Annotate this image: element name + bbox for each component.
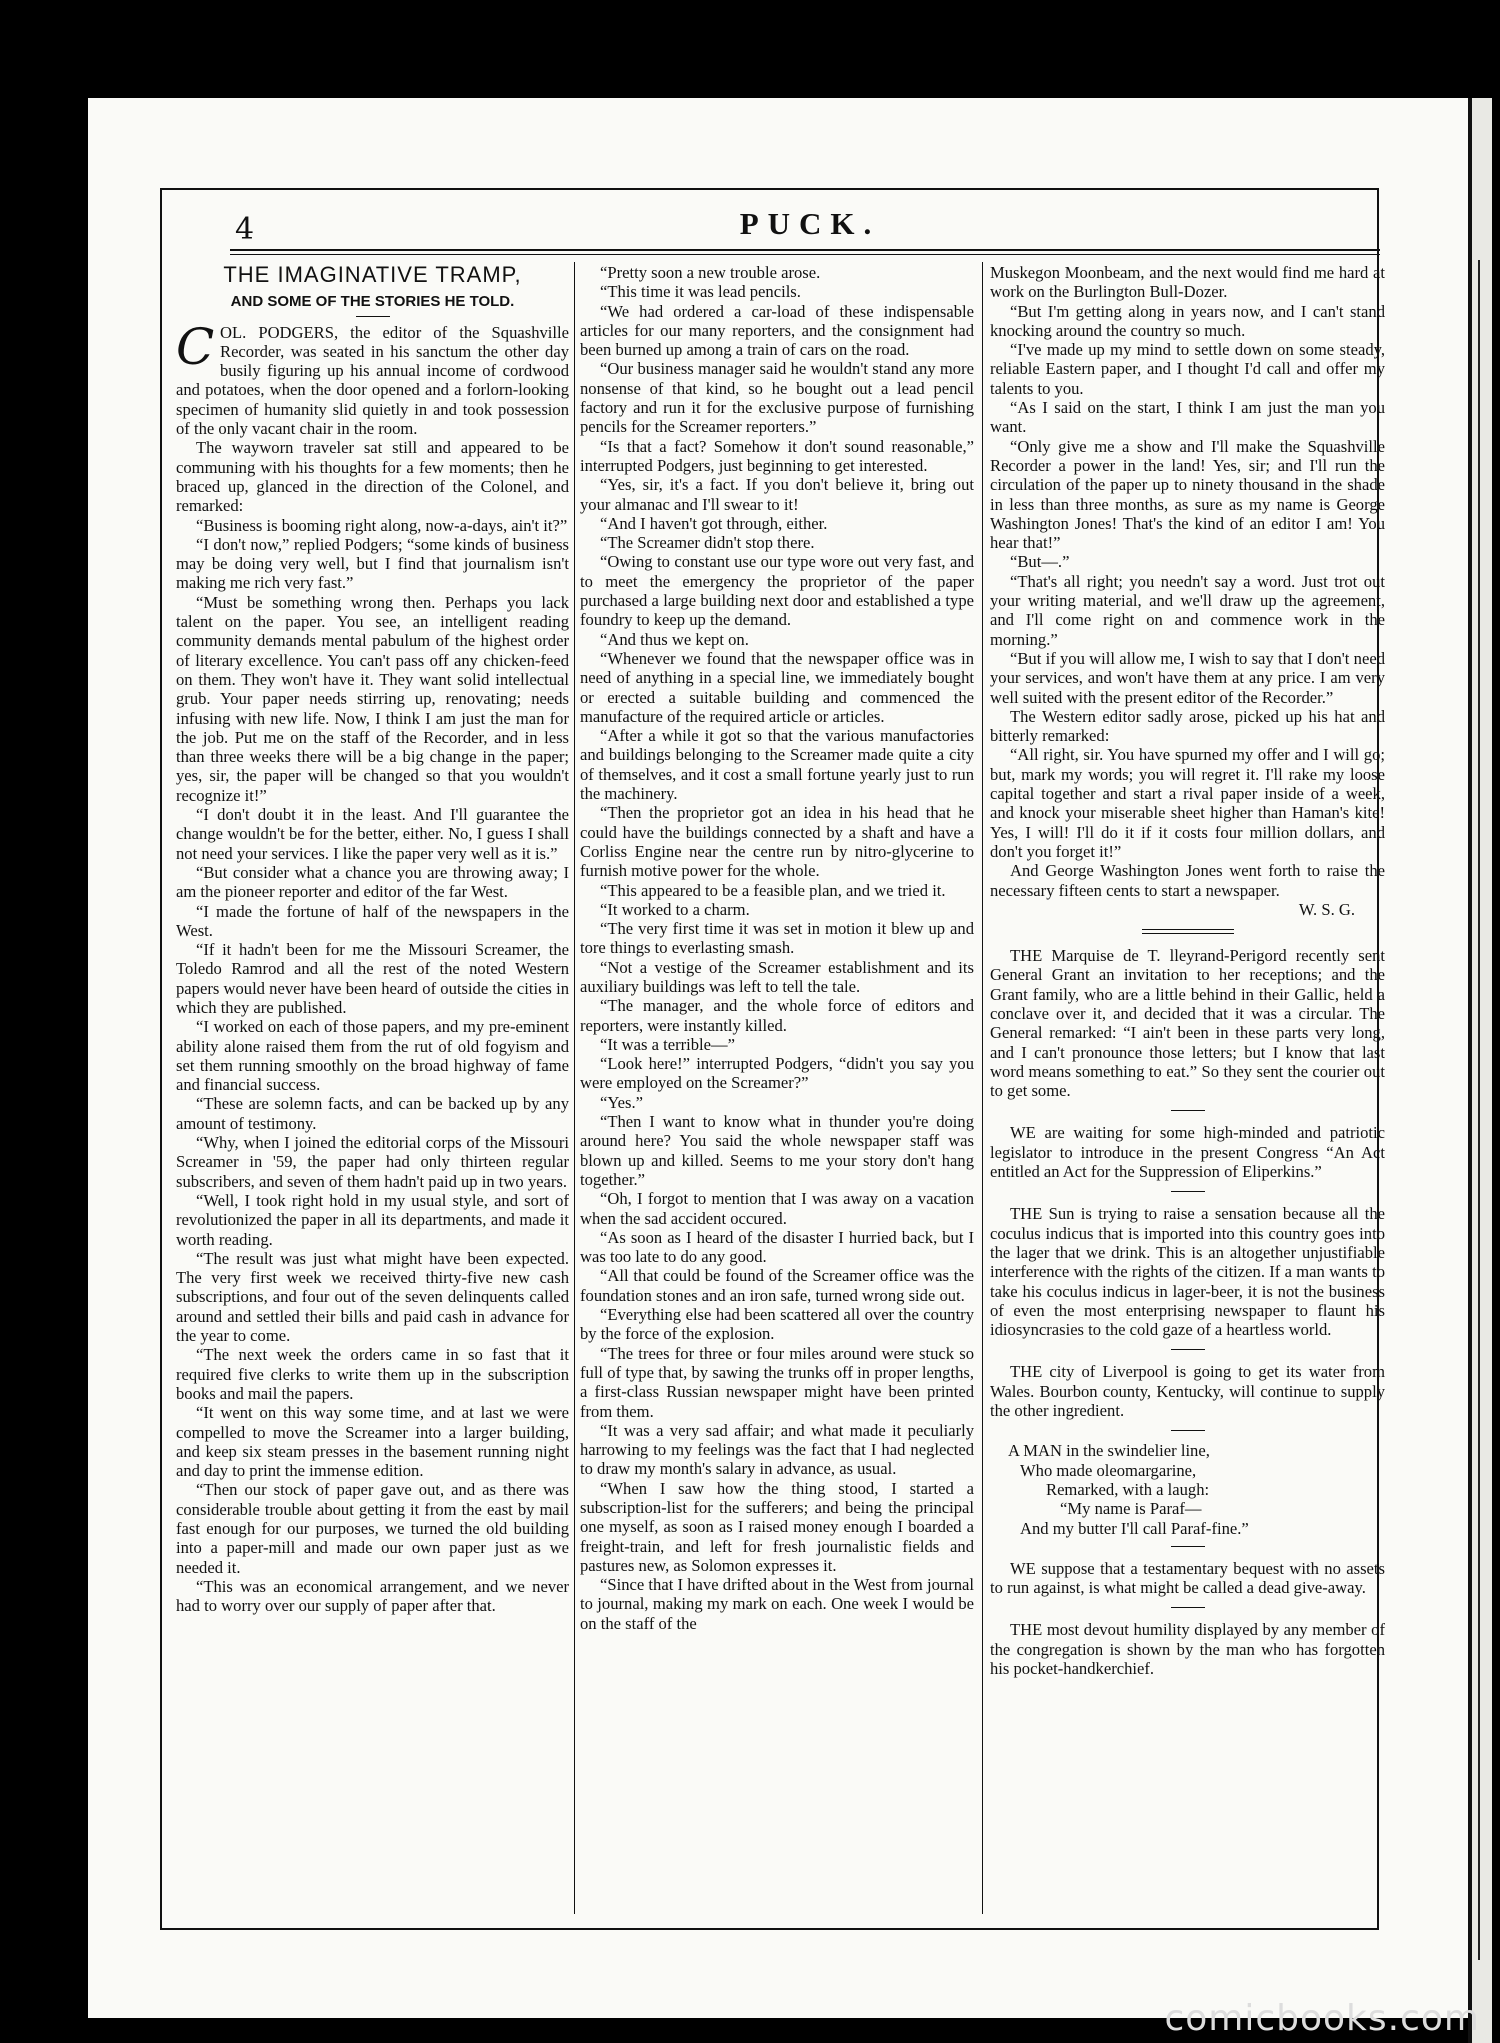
paragraph: WE suppose that a testamentary bequest with no assets to run against, is what might be called a dead give-away. [990,1558,1385,1598]
verse-line: Remarked, with a laugh: [1046,1479,1210,1499]
paragraph: “When I saw how the thing stood, I started a subscription-list for the sufferers; and being the principal one myself, as soon as I raised money enough I boarded a freight-train, and left for fresh journalistic fields and pastures new, as Solomon expresses it. [580,1478,974,1575]
opening-text: OL. PODGERS, the editor of the Squashville Recorder, was seated in his sanctum the other day busily figuring up his annual income of cordwood and potatoes, when the door opened and a forlorn-looking specimen of humanity slid quietly in and took possession of the only vacant chair in the room. [176,322,569,439]
item-rule [1171,1430,1205,1431]
paragraph: “As I said on the start, I think I am just the man you want. [990,398,1385,437]
paragraph: The wayworn traveler sat still and appeared to be communing with his thoughts for a few moments; then he braced up, glanced in the direction of the Colonel, and remarked: [176,438,569,516]
paragraph: “It went on this way some time, and at last we were compelled to move the Screamer into a larger building, and keep six steam presses in the basement running night and day to print the immense edition. [176,1403,569,1481]
column-1 [176,263,569,1913]
paragraph: “All right, sir. You have spurned my offer and I will go; but, mark my words; you will regret it. I'll rake my loose capital together and start a rival paper inside of a week, and knock your miserable sheet higher than Haman's kite! Yes, I will! I'll do it if it costs four million dollars, and don't you forget it!” [990,745,1385,861]
paragraph: “I've made up my mind to settle down on some steady, reliable Eastern paper, and I thought I'd call and offer my talents to you. [990,340,1385,398]
paragraph: “It was a very sad affair; and what made it peculiarly harrowing to my feelings was the fact that I had neglected to draw my month's salary in advance, as usual. [580,1420,974,1479]
opening-paragraph [176,317,569,439]
paragraph: “But I'm getting along in years now, and I can't stand knocking around the country so much. [990,301,1385,340]
header-rule-thin [230,254,1380,255]
page-header [235,206,1385,246]
paragraph: “This appeared to be a feasible plan, and we tried it. [600,880,946,900]
paragraph: “That's all right; you needn't say a word. Just trot out your writing material, and we'll draw up the agreement, and I'll come right on and commence work in the morning.” [990,571,1385,649]
paragraph: “I worked on each of those papers, and my pre-eminent ability alone raised them from the rut of old fogyism and set them running smoothly on the broad highway of fame and financial success. [176,1017,569,1095]
paragraph: “But—.” [1010,552,1070,572]
paragraph: “The very first time it was set in motion it blew up and tore things to everlasting smash. [580,919,974,958]
paragraph: “The result was just what might have been expected. The very first week we received thirty-five new cash subscriptions, and four out of the seven delinquents called around and settled their bills and paid cash in advance for the year to come. [176,1248,569,1346]
watermark: comicbooks.com [1164,1998,1480,2039]
paragraph: “All that could be found of the Screamer office was the foundation stones and an iron safe, turned wrong side out. [580,1266,974,1305]
paragraph: “But consider what a chance you are throwing away; I am the pioneer reporter and editor of the far West. [176,862,569,902]
drop-cap: C [176,317,215,376]
paragraph: THE Marquise de T. lleyrand-Perigord recently sent General Grant an invitation to her receptions; and the Grant family, who are a little behind in their Gallic, held a conclave over it, and decided that it was a circular. The General remarked: “I ain't been in these parts very long, and I can't pronounce those letters; but I know that last word means something to eat.” So they sent the courier out to get some. [990,946,1385,1101]
paragraph: “We had ordered a car-load of these indispensable articles for our many reporters, and the consignment had been burned up among a train of cars on the road. [580,301,974,360]
paragraph: WE are waiting for some high-minded and patriotic legislator to introduce in the present Congress “An Act entitled an Act for the Suppression of Eliperkins.” [990,1123,1385,1182]
author-signature: W. S. G. [1298,899,1355,919]
article-subtitle: AND SOME OF THE STORIES HE TOLD. [230,293,515,311]
item-rule [1171,1546,1205,1547]
paragraph: “Not a vestige of the Screamer establishment and its auxiliary buildings was left to tell the tale. [580,957,974,996]
paragraph: “The Screamer didn't stop there. [600,533,815,553]
paragraph: “Since that I have drifted about in the West from journal to journal, making my mark on each. One week I would be on the staff of the [580,1575,974,1633]
paragraph: Muskegon Moonbeam, and the next would find me hard at work on the Burlington Bull-Dozer. [990,263,1385,302]
header-rule [230,249,1380,251]
paragraph: THE city of Liverpool is going to get its water from Wales. Bourbon county, Kentucky, will continue to supply the other ingredient. [990,1362,1385,1421]
paragraph: “Only give me a show and I'll make the Squashville Recorder a power in the land! Yes, sir; and I'll run the circulation of the paper up to ninety thousand in the shade in less than three months, as sure as my name is George Washington Jones! That's the kind of an editor I am! You hear that!” [990,436,1385,553]
verse-line: And my butter I'll call Paraf-fine.” [1020,1518,1249,1538]
paragraph: “I don't doubt it in the least. And I'll guarantee the change wouldn't be for the better, either. No, I guess I shall not need your services. I like the paper very well as it is.” [176,805,569,863]
masthead-title: PUCK. [739,206,881,241]
verse [990,1441,1385,1537]
paragraph: “Yes.” [600,1092,644,1112]
section-double-rule [1142,929,1234,934]
paragraph: “Our business manager said he wouldn't stand any more nonsense of that kind, so he bought out a lead pencil factory and run it for the exclusive purpose of furnishing pencils for the Screamer reporters.” [580,359,974,437]
item-rule [1171,1607,1205,1608]
paragraph: “The next week the orders came in so fast that it required five clerks to write them up in the subscription books and mail the papers. [176,1345,569,1403]
paragraph: “Pretty soon a new trouble arose. [600,263,821,282]
paragraph: “Then the proprietor got an idea in his head that he could have the buildings connected by a shaft and have a Corliss Engine near the centre run by nitro-glycerine to furnish motive power for the whole. [580,803,974,881]
title-rule [356,316,390,317]
paragraph: “Yes, sir, it's a fact. If you don't believe it, bring out your almanac and I'll swear to it! [580,475,974,514]
paragraph: “But if you will allow me, I wish to say that I don't need your services, and won't have them at any price. I am very well suited with the present editor of the Recorder.” [990,648,1385,707]
paragraph: THE Sun is trying to raise a sensation because all the coculus indicus that is imported into this country goes into the lager that we drink. This is an altogether unjustifiable interference with the rights of the citizen. If a man wants to take his coculus indicus in lager-beer, it is not the business of even the most enterprising newspaper to flaunt his idiosyncrasies to the cold gaze of a heartless world. [990,1204,1385,1340]
paragraph: “These are solemn facts, and can be backed up by any amount of testimony. [176,1094,569,1133]
paragraph: “Owing to constant use our type wore out very fast, and to meet the emergency the proprietor of the paper purchased a large building next door and established a type foundry to keep up the demand. [580,552,974,630]
column-divider-2 [982,262,983,1914]
paragraph: And George Washington Jones went forth to raise the necessary fifteen cents to start a newspaper. [990,861,1385,900]
column-divider-1 [574,262,575,1914]
paragraph: “As soon as I heard of the disaster I hurried back, but I was too late to do any good. [580,1227,974,1267]
paragraph: “It worked to a charm. [600,899,750,919]
paragraph: “The manager, and the whole force of editors and reporters, were instantly killed. [580,996,974,1035]
next-page-edge [1468,98,1492,2043]
paragraph: “After a while it got so that the various manufactories and buildings belonging to the Screamer made quite a city of themselves, and it cost a small fortune yearly just to run the machinery. [580,726,974,804]
item-rule [1171,1191,1205,1192]
paragraph: “It was a terrible—” [600,1034,735,1054]
paragraph: “Well, I took right hold in my usual style, and sort of revolutionized the paper in all its departments, and made it worth reading. [176,1190,569,1249]
page-number: 4 [235,212,255,247]
paragraph: “Must be something wrong then. Perhaps you lack talent on the paper. You see, an intelligent reading community demands mental pabulum of the highest order of literary excellence. You can't pass off any chicken-feed on them. They won't have it. They want solid intellectual grub. Your paper needs stirring up, renovating; needs infusing with new life. Now, I think I am just the man for the job. Put me on the staff of the Recorder, and in less than three weeks there will be a big change in the paper; yes, sir, the paper will be changed so that you wouldn't recognize it!” [176,592,569,805]
paragraph: “Why, when I joined the editorial corps of the Missouri Screamer in '59, the paper had only thirteen regular subscribers, and seven of them hadn't paid up in two years. [176,1133,569,1191]
column-3 [990,263,1385,1913]
paragraph: “This time it was lead pencils. [600,282,801,302]
paragraph: “Whenever we found that the newspaper office was in need of anything in a special line, we immediately bought or erected a suitable building and commenced the manufacture of the required article or articles. [580,648,974,726]
paragraph: THE most devout humility displayed by any member of the congregation is shown by the man who has forgotten his pocket-handkerchief. [990,1620,1385,1678]
item-rule [1171,1349,1205,1350]
paragraph: “And thus we kept on. [600,629,749,649]
next-page-rule [1478,260,1480,1960]
paragraph: “The trees for three or four miles around were stuck so full of type that, by sawing the trunks off in proper lengths, a first-class Russian newspaper might have been printed from them. [580,1343,974,1421]
paragraph: “Business is booming right along, now-a-days, ain't it?” [196,515,568,535]
paragraph: “Then I want to know what in thunder you're doing around here? You said the whole newspaper staff was blown up and killed. Seems to me your story don't hang together.” [580,1112,974,1189]
paragraph: “Look here!” interrupted Podgers, “didn't you say you were employed on the Screamer?” [580,1054,974,1093]
item-rule [1171,1110,1205,1111]
verse-line: Who made oleomargarine, [1020,1460,1197,1480]
paragraph: “I don't now,” replied Podgers; “some kinds of business may be doing very well, but I find that journalism isn't making me rich very fast.” [176,534,569,593]
paragraph: The Western editor sadly arose, picked up his hat and bitterly remarked: [990,706,1385,746]
paragraph: “Everything else had been scattered all over the country by the force of the explosion. [580,1305,974,1344]
paragraph: “I made the fortune of half of the newspapers in the West. [176,901,569,940]
signature-line [990,900,1385,919]
column-2 [580,263,974,1913]
paragraph: “And I haven't got through, either. [600,513,828,533]
paragraph: “This was an economical arrangement, and we never had to worry over our supply of paper after that. [176,1576,569,1616]
paragraph: “If it hadn't been for me the Missouri Screamer, the Toledo Ramrod and all the rest of the noted Western papers would never have been heard of outside the cities in which they are published. [176,940,569,1017]
paragraph: “Oh, I forgot to mention that I was away on a vacation when the sad accident occured. [580,1189,974,1228]
paragraph: “Then our stock of paper gave out, and as there was considerable trouble about getting it from the east by mail fast enough for our purposes, we turned the old building into a paper-mill and made our own paper just as we needed it. [176,1480,569,1577]
verse-line: A MAN in the swindelier line, [1008,1441,1210,1461]
article-title: THE IMAGINATIVE TRAMP, [223,263,522,287]
verse-line: “My name is Paraf— [1060,1499,1202,1519]
paragraph: “Is that a fact? Somehow it don't sound reasonable,” interrupted Podgers, just beginning to get interested. [580,436,974,475]
